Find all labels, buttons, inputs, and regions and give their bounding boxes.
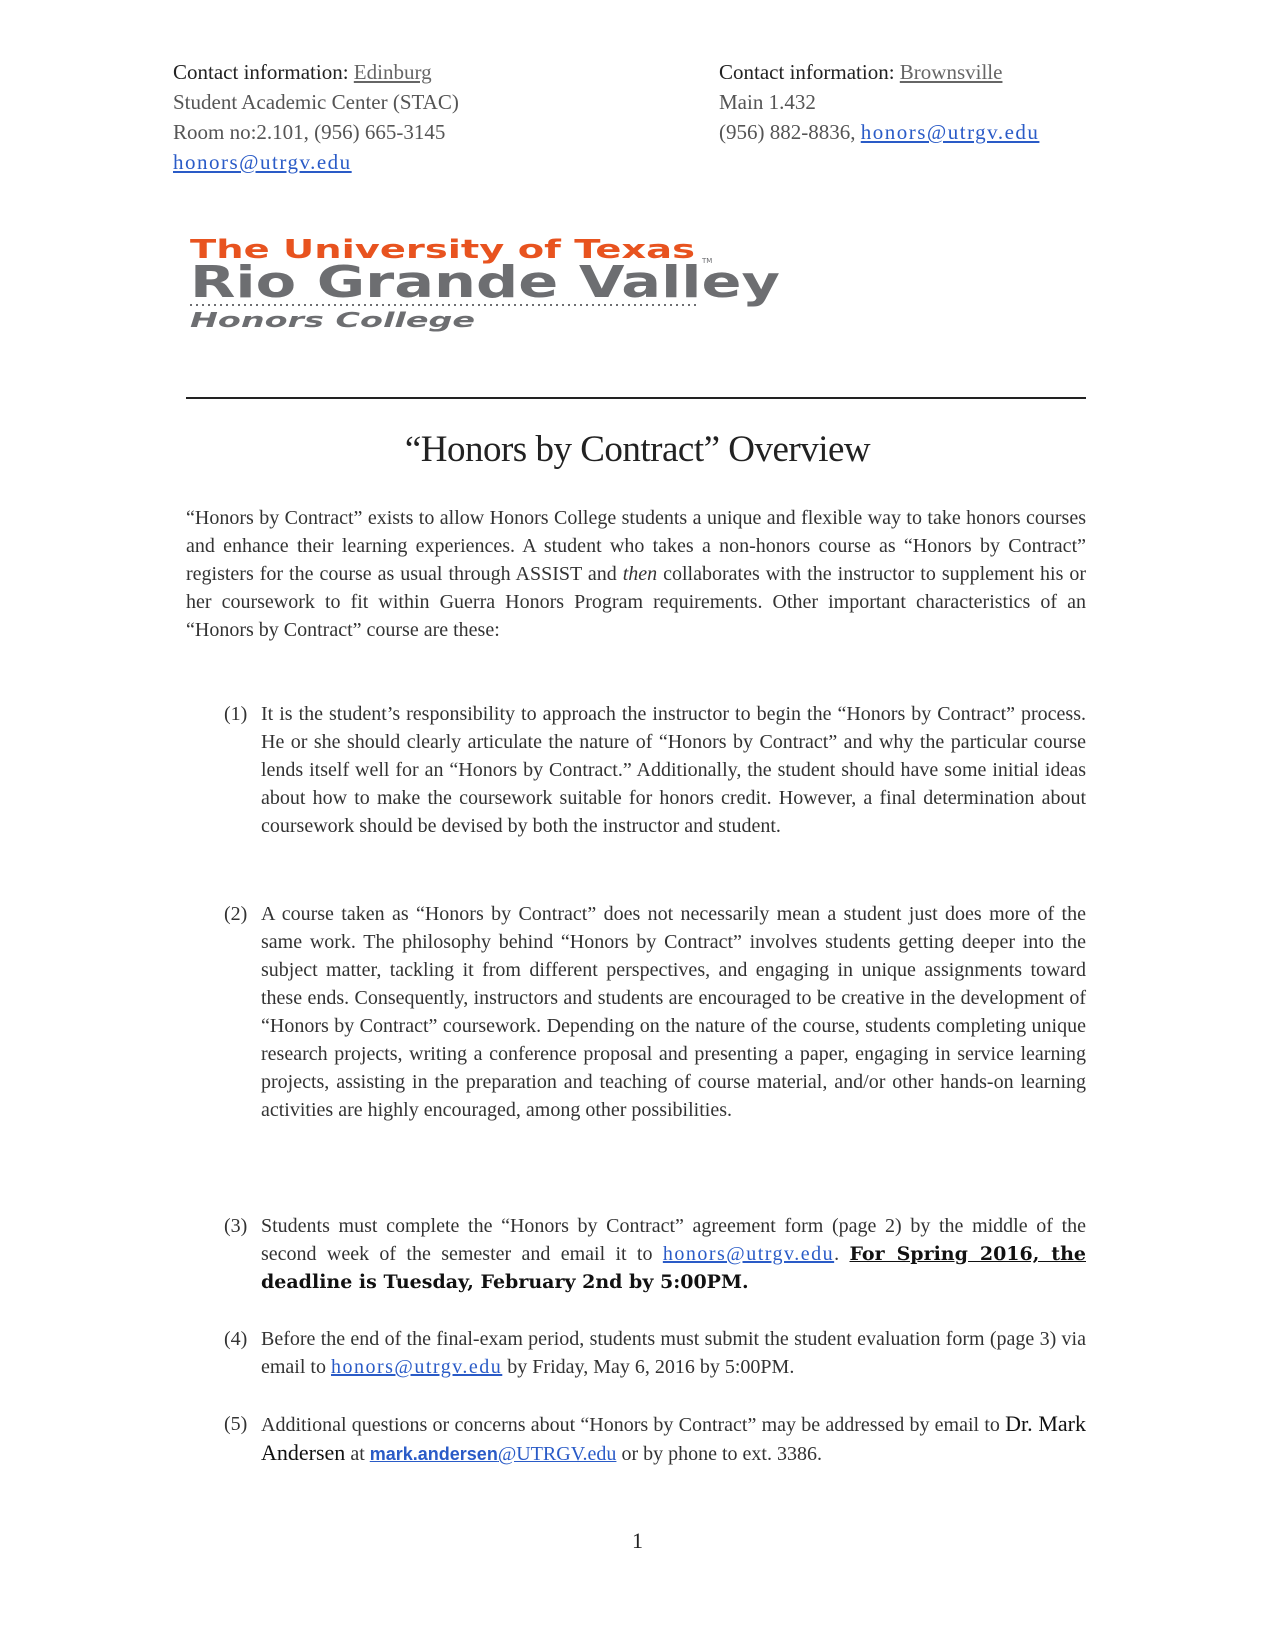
- logo-line1: The University of Texas: [190, 235, 695, 265]
- logo-line2: Rio Grande Valley: [190, 257, 780, 308]
- email-user-part: mark.andersen: [369, 1444, 498, 1464]
- list-item-number: (4): [224, 1328, 248, 1350]
- intro-text-2: collaborates with the instructor to supplement his or her coursework to fit within Guerra Honors Program requirements. Other important characteristics of an “Honors by Contract” course are these:: [186, 563, 1086, 641]
- item3-text-after: .: [834, 1243, 850, 1265]
- list-item-text: [261, 1212, 1086, 1296]
- list-item-text: [261, 1325, 1086, 1381]
- list-item-number: (5): [224, 1413, 248, 1435]
- contact-brownsville-location: Main 1.432: [719, 90, 816, 114]
- contact-edinburg-room-phone: Room no:2.101, (956) 665-3145: [173, 120, 446, 144]
- contact-edinburg-heading: [173, 57, 459, 87]
- contact-brownsville-phone: (956) 882-8836,: [719, 120, 861, 144]
- page-title: “Honors by Contract” Overview: [404, 429, 871, 470]
- email-link-submit-evaluation[interactable]: honors@utrgv.edu: [330, 1356, 503, 1378]
- list-item-text: [261, 1410, 1086, 1468]
- contact-edinburg-location: Student Academic Center (STAC): [173, 90, 459, 114]
- logo-line3: Honors College: [190, 308, 475, 332]
- list-item: [224, 700, 1086, 840]
- deadline-intro: For Spring 2016, the: [849, 1243, 1086, 1265]
- list-item: [224, 1410, 1086, 1468]
- logo-trademark: TM: [702, 257, 713, 265]
- contact-person-name: Dr. Mark Andersen: [261, 1411, 1086, 1465]
- list-item-text: It is the student’s responsibility to approach the instructor to begin the “Honors by Contract” process. He or she should clearly articulate the nature of “Honors by Contract” and why the particular course lends itself well for an “Honors by Contract.” Additionally, the student should have some initial ideas about how to make the coursework suitable for honors credit. However, a final determination about coursework should be devised by both the instructor and student.: [261, 703, 1086, 837]
- email-link-edinburg[interactable]: honors@utrgv.edu: [173, 150, 352, 174]
- intro-emphasis: then: [622, 563, 658, 585]
- intro-text-1: “Honors by Contract” exists to allow Honors College students a unique and flexible way to take honors courses and enhance their learning experiences. A student who takes a non-honors course as “Honors by Contract” registers for the course as usual through ASSIST and: [186, 507, 1086, 585]
- list-item: [224, 900, 1086, 1124]
- contact-label: Contact information:: [719, 60, 900, 84]
- item5-at: at: [345, 1443, 370, 1465]
- list-item-number: (3): [224, 1215, 248, 1237]
- list-item: [224, 1325, 1086, 1381]
- horizontal-rule: [186, 397, 1086, 399]
- page-number: 1: [632, 1528, 643, 1553]
- email-link-brownsville[interactable]: honors@utrgv.edu: [860, 120, 1040, 144]
- item4-text-after: by Friday, May 6, 2016 by 5:00PM.: [502, 1356, 795, 1378]
- email-link-submit-agreement[interactable]: honors@utrgv.edu: [662, 1243, 835, 1265]
- contact-edinburg: [173, 57, 459, 177]
- contact-brownsville-phone-line: [719, 117, 1039, 147]
- list-item-text: A course taken as “Honors by Contract” does not necessarily mean a student just does more of the same work. The philosophy behind “Honors by Contract” involves students getting deeper into the subject matter, tackling it from different perspectives, and engaging in unique assignments toward these ends. Consequently, instructors and students are encouraged to be creative in the development of “Honors by Contract” coursework. Depending on the nature of the course, students completing unique research projects, writing a conference proposal and presenting a paper, engaging in service learning projects, assisting in the preparation and teaching of course material, and/or other hands-on learning activities are highly encouraged, among other possibilities.: [261, 903, 1086, 1121]
- email-domain-part: @UTRGV.edu: [497, 1443, 617, 1465]
- contact-brownsville: [719, 57, 1039, 147]
- campus-link-brownsville[interactable]: Brownsville: [899, 60, 1003, 84]
- deadline-date: deadline is Tuesday, February 2nd by 5:00PM.: [261, 1271, 749, 1293]
- item4-text-before: Before the end of the final-exam period, students must submit the student evaluation form (page 3) via email to: [261, 1328, 1086, 1378]
- item5-text-before: Additional questions or concerns about “Honors by Contract” may be addressed by email to: [261, 1414, 1006, 1436]
- intro-paragraph: [186, 504, 1086, 644]
- contact-label: Contact information:: [173, 60, 354, 84]
- utrgv-honors-logo: [190, 235, 830, 335]
- campus-link-edinburg[interactable]: Edinburg: [353, 60, 432, 84]
- item3-text-before: Students must complete the “Honors by Contract” agreement form (page 2) by the middle of the second week of the semester and email it to: [261, 1215, 1086, 1265]
- list-item-number: (2): [224, 903, 248, 925]
- list-item: [224, 1212, 1086, 1296]
- email-link-contact-person[interactable]: [370, 1444, 617, 1464]
- item5-text-after: or by phone to ext. 3386.: [616, 1443, 822, 1465]
- list-item-number: (1): [224, 703, 248, 725]
- contact-brownsville-heading: [719, 57, 1039, 87]
